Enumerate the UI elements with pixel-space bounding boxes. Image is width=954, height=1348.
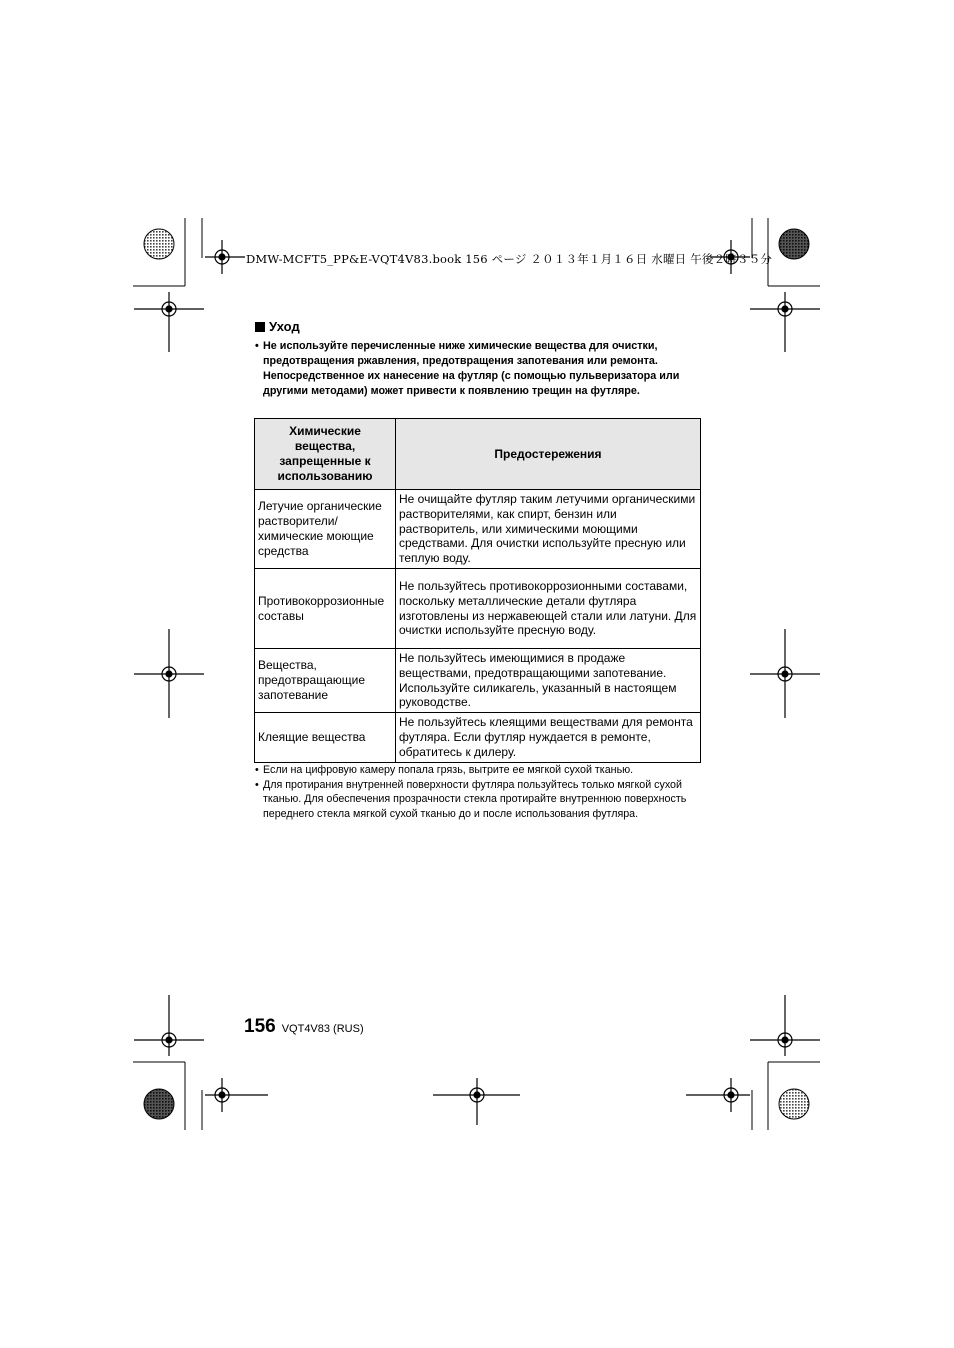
column-header-substances: Химические вещества, запрещенные к использованию <box>255 419 396 490</box>
substance-cell: Противокоррозионные составы <box>255 569 396 649</box>
substance-cell: Летучие органические растворители/ химические моющие средства <box>255 490 396 569</box>
chemicals-table <box>254 418 701 763</box>
note-text: Для протирания внутренней поверхности футляра пользуйтесь только мягкой сухой тканью. Для обеспечения прозрачности стекла протирайте внутреннюю поверхность переднего стекла мягкой сухой тканью до и после использования футляра. <box>263 778 687 820</box>
substance-cell: Клеящие вещества <box>255 713 396 763</box>
notes-list <box>255 763 703 821</box>
crosshair-left-upper <box>134 292 204 352</box>
starburst-bottom-left <box>144 1089 174 1119</box>
bullet-icon: • <box>255 340 259 352</box>
caution-cell: Не пользуйтесь клеящими веществами для ремонта футляра. Если футляр нуждается в ремонте, обратитесь к дилеру. <box>396 713 701 763</box>
table-row <box>255 490 701 569</box>
list-item <box>255 763 703 778</box>
table-header-row <box>255 419 701 490</box>
document-code: VQT4V83 (RUS) <box>281 1023 364 1035</box>
section-title-text: Уход <box>269 319 300 334</box>
starburst-top-left <box>144 229 174 259</box>
column-header-cautions: Предостережения <box>396 419 701 490</box>
crosshair-top-left <box>205 240 245 274</box>
caution-cell: Не очищайте футляр таким летучими органическими растворителями, как спирт, бензин или растворитель, или химическими моющими средствами. Для очистки используйте пресную или теплую воду. <box>396 490 701 569</box>
crosshair-bottom-left <box>205 1078 268 1112</box>
crosshair-right-lower <box>750 995 820 1056</box>
crosshair-right-middle <box>750 629 820 718</box>
page-footer <box>244 1016 364 1038</box>
caution-cell: Не пользуйтесь имеющимися в продаже веществами, предотвращающими запотевание. Используйте силикагель, указанный в настоящем руководстве. <box>396 649 701 713</box>
square-bullet-icon <box>255 322 265 332</box>
crosshair-left-lower <box>134 995 204 1056</box>
bullet-icon: • <box>255 778 259 791</box>
page-number: 156 <box>244 1016 276 1037</box>
warning-paragraph <box>255 339 711 399</box>
caution-cell: Не пользуйтесь противокоррозионными составами, поскольку металлические детали футляра изготовлены из нержавеющей стали или латуни. Для очистки используйте пресную воду. <box>396 569 701 649</box>
table-row <box>255 569 701 649</box>
starburst-bottom-right <box>779 1089 809 1119</box>
section-title <box>255 319 300 334</box>
print-header: DMW-MCFT5_PP&E-VQT4V83.book 156 ページ ２０１３年１月１６日 水曜日 午後２時３５分 <box>246 252 773 266</box>
list-item <box>255 778 703 822</box>
crosshair-right-upper <box>750 292 820 352</box>
bullet-icon: • <box>255 764 259 776</box>
note-text: Если на цифровую камеру попала грязь, вытрите ее мягкой сухой тканью. <box>263 764 634 776</box>
crosshair-bottom-right <box>686 1078 750 1112</box>
crosshair-left-middle <box>134 629 204 718</box>
crosshair-bottom-center <box>433 1078 520 1125</box>
table-row <box>255 713 701 763</box>
table-row <box>255 649 701 713</box>
substance-cell: Вещества, предотвращающие запотевание <box>255 649 396 713</box>
warning-text: Не используйте перечисленные ниже химические вещества для очистки, предотвращения ржавления, предотвращения запотевания или ремонта. Непосредственное их нанесение на футляр (с помощью пульверизатора или другими методами) может привести к появлению трещин на футляре. <box>263 340 680 397</box>
